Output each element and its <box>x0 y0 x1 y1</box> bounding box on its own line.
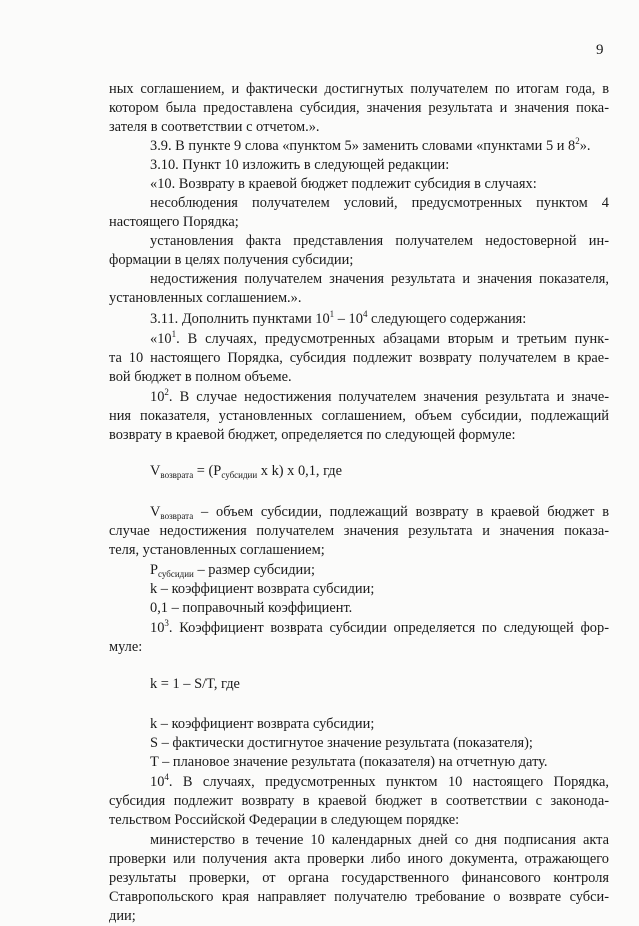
text-line: субсидия подлежит возврату в краевой бюджет в соответствии с законода- <box>109 793 609 809</box>
text-line: 3.10. Пункт 10 изложить в следующей редакции: <box>150 157 450 173</box>
text-line: ных соглашением, и фактически достигнутых получателем по итогам года, в <box>109 81 609 97</box>
page-number: 9 <box>596 42 604 58</box>
text-line: S – фактически достигнутое значение результата (показателя); <box>150 735 533 751</box>
text-line: проверки или получения акта проверки либо иного документа, отражающего <box>109 851 609 867</box>
text-line: k – коэффициент возврата субсидии; <box>150 581 375 597</box>
text-line: $10^2$. В случае недостижения получателем значения результата и значе- <box>150 387 609 405</box>
text-line: 3.11. Дополнить пунктами $10^1 - 10^4$ следующего содержания: <box>150 309 527 327</box>
text-line: министерство в течение 10 календарных дней со дня подписания акта <box>150 832 609 848</box>
text-line: настоящего Порядка; <box>109 214 239 230</box>
text-line: Ставропольского края направляет получателю требование о возврате субси- <box>109 889 609 905</box>
text-line: $10^4$. В случаях, предусмотренных пунктом 10 настоящего Порядка, <box>150 772 609 790</box>
text-line: случае недостижения получателем значения результата и значения показа- <box>109 523 609 539</box>
formula-coefficient: k = 1 – S/T, где <box>150 676 240 692</box>
text-line: котором была предоставлена субсидия, значения результата и значения пока- <box>109 100 609 116</box>
text-line: вой бюджет в полном объеме. <box>109 369 292 385</box>
text-line: установленных соглашением.». <box>109 290 302 306</box>
text-line: возврату в краевой бюджет, определяется по следующей формуле: <box>109 427 516 443</box>
formula-refund: $V_{возврата} = (P_{субсидии}$ х k) х 0,1, где <box>150 463 343 480</box>
text-line: T – плановое значение результата (показателя) на отчетную дату. <box>150 754 548 770</box>
text-line: $10^3$. Коэффициент возврата субсидии определяется по следующей фор- <box>150 618 609 636</box>
text-line: несоблюдения получателем условий, предусмотренных пунктом 4 <box>150 195 609 211</box>
text-line: «10. Возврату в краевой бюджет подлежит субсидия в случаях: <box>150 176 537 192</box>
text-line: k – коэффициент возврата субсидии; <box>150 716 375 732</box>
text-line: 3.9. В пункте 9 слова «пунктом 5» заменить словами «пунктами 5 и $8^2$». <box>150 136 591 154</box>
text-line: недостижения получателем значения результата и значения показателя, <box>150 271 609 287</box>
text-line: установления факта представления получателем недостоверной ин- <box>150 233 609 249</box>
text-line: 0,1 – поправочный коэффициент. <box>150 600 353 616</box>
text-line: тельством Российской Федерации в следующем порядке: <box>109 812 460 828</box>
text-line: муле: <box>109 639 143 655</box>
text-line: $P_{субсидии}$ – размер субсидии; <box>150 562 315 579</box>
text-line: результаты проверки, от органа государственного финансового контроля <box>109 870 609 886</box>
text-line: та 10 настоящего Порядка, субсидия подлежит возврату получателем в крае- <box>109 350 609 366</box>
text-line: «$10^1$. В случаях, предусмотренных абзацами вторым и третьим пунк- <box>150 329 609 347</box>
text-line: дии; <box>109 908 136 924</box>
text-line: ния показателя, установленных соглашением, объем субсидии, подлежащий <box>109 408 609 424</box>
text-line: теля, установленных соглашением; <box>109 542 325 558</box>
text-line: формации в целях получения субсидии; <box>109 252 354 268</box>
text-line: $V_{возврата}$ – объем субсидии, подлежащий возврату в краевой бюджет в <box>150 504 609 521</box>
text-line: зателя в соответствии с отчетом.». <box>109 119 320 135</box>
